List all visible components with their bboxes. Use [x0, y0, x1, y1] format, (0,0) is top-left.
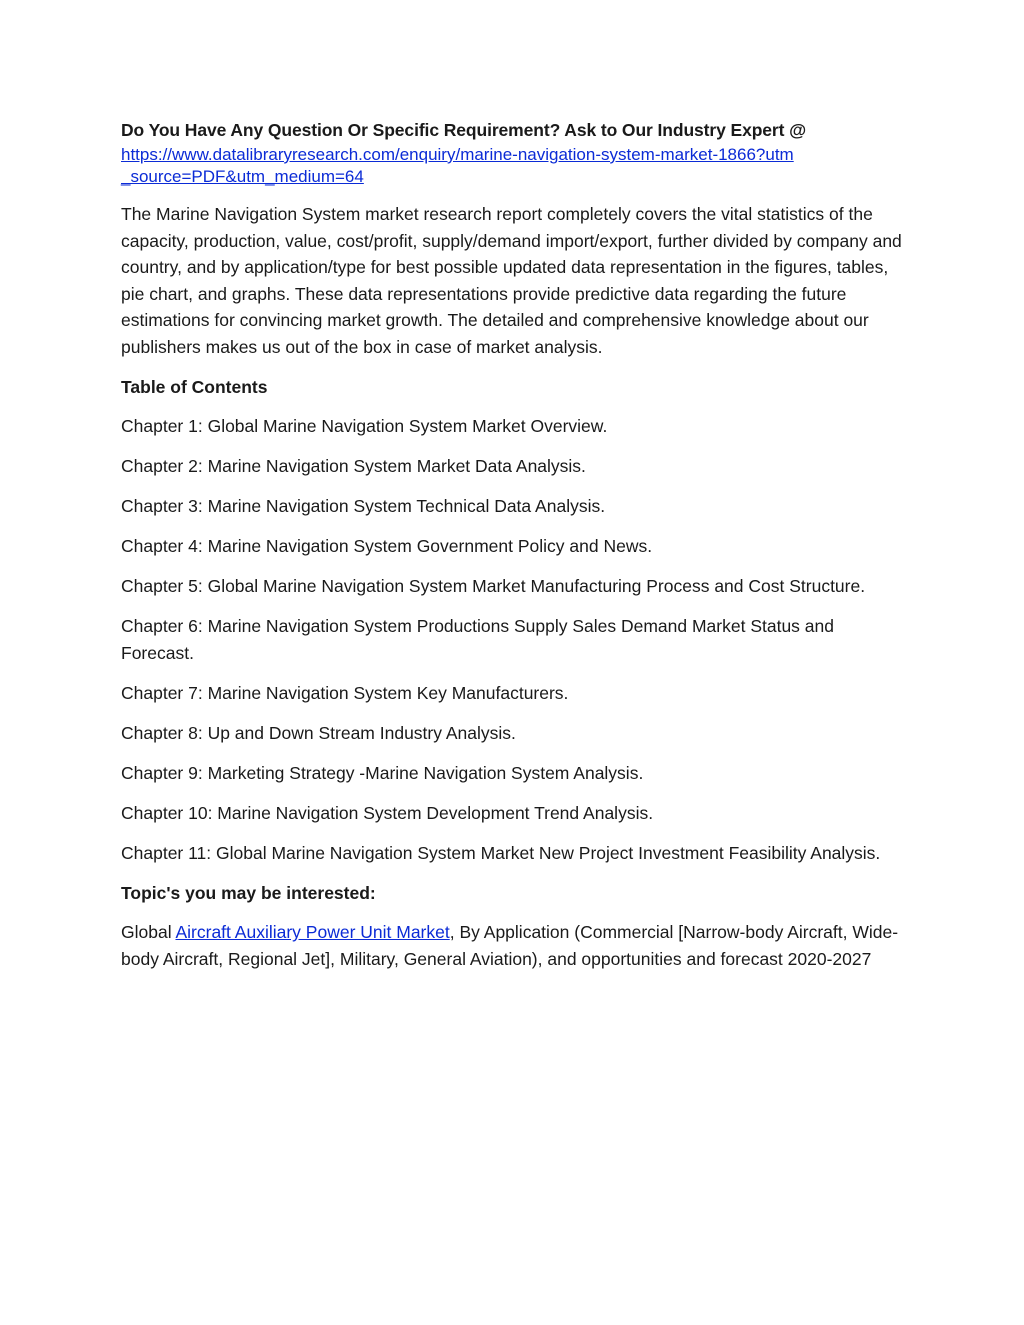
topics-suffix: , By Application (Commercial [Narrow-body Aircraft, Wide-body Aircraft, Regional Jet], Military, General Aviation), and opportunities and forecast 2020-2027 — [121, 922, 899, 969]
toc-chapter-4: Chapter 4: Marine Navigation System Government Policy and News. — [121, 536, 653, 557]
toc-chapter-7: Chapter 7: Marine Navigation System Key Manufacturers. — [121, 682, 569, 703]
intro-paragraph: The Marine Navigation System market research report completely covers the vital statistics of the capacity, production, value, cost/profit, supply/demand import/export, further divided by company and country, and by application/type for best possible updated data representation in the figures, tables, pie chart, and graphs. These data representations provide predictive data regarding the future estimations for convincing market growth. The detailed and comprehensive knowledge about our publishers makes us out of the box in case of market analysis. — [121, 204, 902, 357]
toc-chapter-5: Chapter 5: Global Marine Navigation System Market Manufacturing Process and Cost Structure. — [121, 576, 866, 597]
toc-chapter-6: Chapter 6: Marine Navigation System Productions Supply Sales Demand Market Status and Forecast. — [121, 616, 834, 663]
topics-paragraph — [121, 919, 911, 972]
toc-chapter-10: Chapter 10: Marine Navigation System Development Trend Analysis. — [121, 802, 654, 823]
toc-chapter-9: Chapter 9: Marketing Strategy -Marine Navigation System Analysis. — [121, 762, 644, 783]
toc-chapter-2: Chapter 2: Marine Navigation System Market Data Analysis. — [121, 456, 586, 477]
topic-link[interactable]: Aircraft Auxiliary Power Unit Market — [175, 922, 450, 943]
topics-heading: Topic's you may be interested: — [121, 882, 376, 903]
toc-heading: Table of Contents — [121, 376, 268, 397]
question-heading: Do You Have Any Question Or Specific Requirement? Ask to Our Industry Expert @ — [121, 120, 807, 140]
enquiry-link[interactable]: https://www.datalibraryresearch.com/enquiry/marine-navigation-system-market-1866?utm_source=PDF&utm_medium=64 — [121, 145, 794, 186]
toc-chapter-11: Chapter 11: Global Marine Navigation System Market New Project Investment Feasibility Analysis. — [121, 842, 881, 863]
toc-chapter-3: Chapter 3: Marine Navigation System Technical Data Analysis. — [121, 496, 606, 517]
topics-prefix: Global — [121, 922, 176, 943]
toc-chapter-8: Chapter 8: Up and Down Stream Industry Analysis. — [121, 722, 516, 743]
toc-chapter-1: Chapter 1: Global Marine Navigation System Market Overview. — [121, 416, 608, 437]
document-page — [121, 117, 911, 986]
